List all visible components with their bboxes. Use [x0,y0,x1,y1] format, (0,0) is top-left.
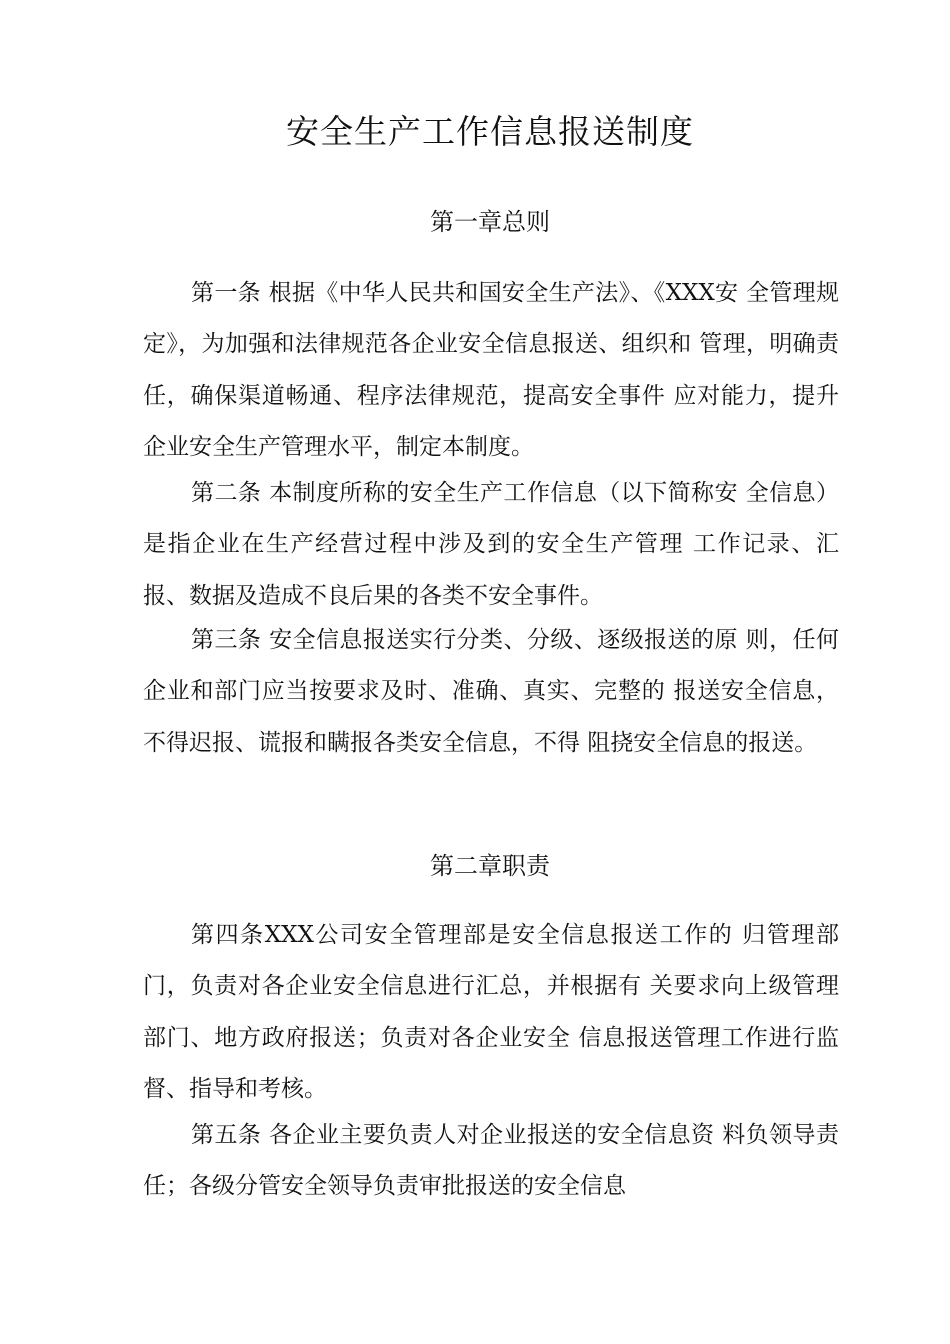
article-4: 第四条XXX公司安全管理部是安全信息报送工作的 归管理部门，负责对各企业安全信息进行汇总，并根据有 关要求向上级管理部门、地方政府报送；负责对各企业安全 信息报送管理工作进行监督、指导和考核。 [143,922,839,1102]
chapter-2-heading: 第二章职责 [430,852,550,880]
article-2: 第二条 本制度所称的安全生产工作信息（以下简称安 全信息）是指企业在生产经营过程中涉及到的安全生产管理 工作记录、汇报、数据及造成不良后果的各类不安全事件。 [143,480,839,609]
document-title: 安全生产工作信息报送制度 [286,112,694,151]
article-5: 第五条 各企业主要负责人对企业报送的安全信息资 料负领导责任；各级分管安全领导负责审批报送的安全信息 [143,1122,839,1200]
article-1: 第一条 根据《中华人民共和国安全生产法》、《XXX安 全管理规定》，为加强和法律规范各企业安全信息报送、组织和 管理，明确责任，确保渠道畅通、程序法律规范，提高安全事件 应对能力，提升企业安全生产管理水平，制定本制度。 [143,280,839,460]
chapter-1-heading: 第一章总则 [430,208,550,236]
article-3: 第三条 安全信息报送实行分类、分级、逐级报送的原 则，任何企业和部门应当按要求及时、准确、真实、完整的 报送安全信息，不得迟报、谎报和瞒报各类安全信息，不得 阻挠安全信息的报送。 [143,627,839,756]
